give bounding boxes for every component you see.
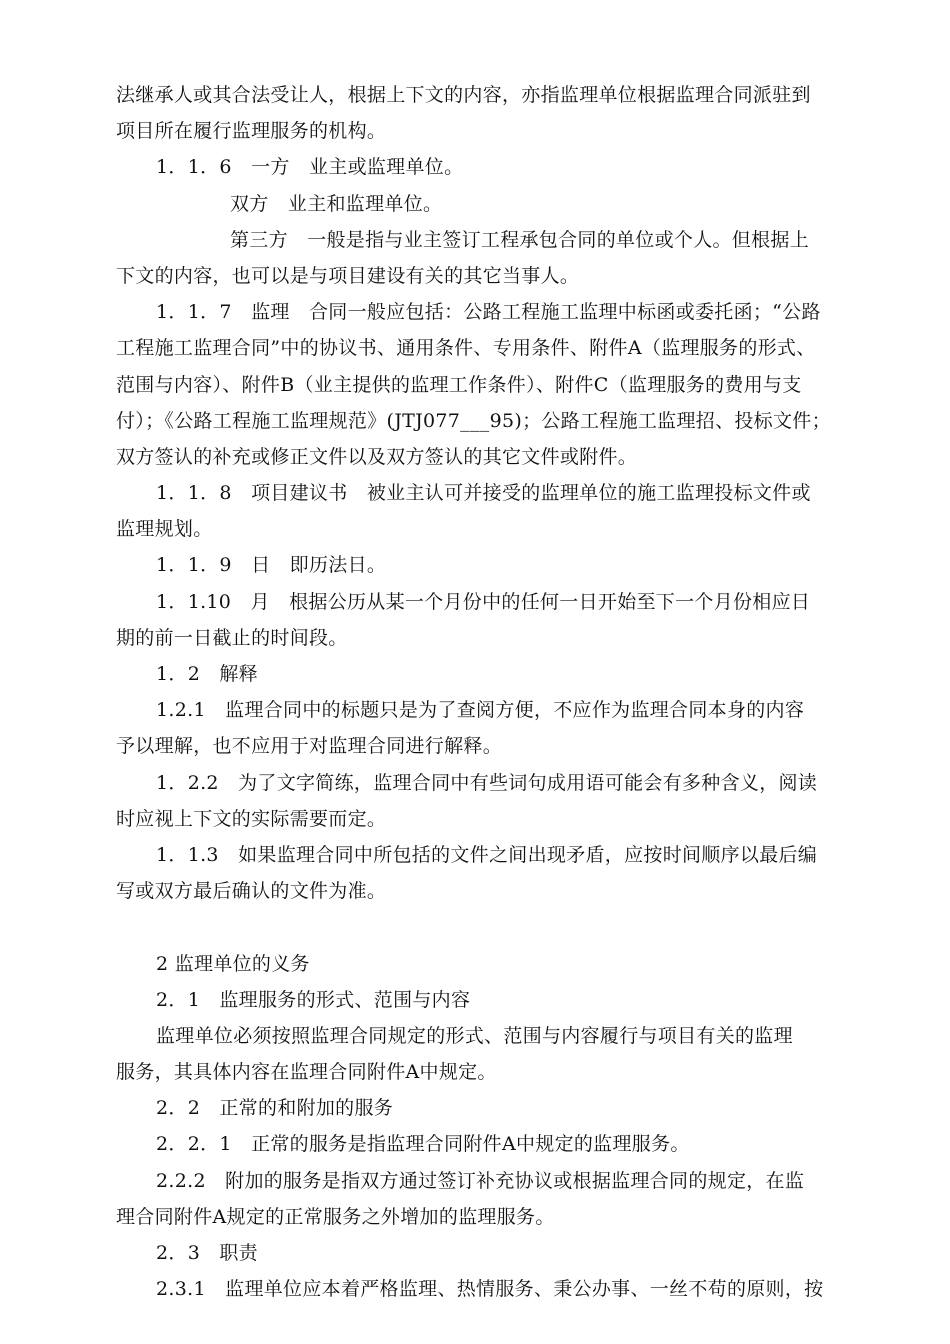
text-line: 双方 业主和监理单位。 <box>230 192 443 215</box>
text-line: 范围与内容）、附件B（业主提供的监理工作条件）、附件C（监理服务的费用与支 <box>116 373 802 396</box>
text-line: 监理单位必须按照监理合同规定的形式、范围与内容履行与项目有关的监理 <box>156 1024 793 1047</box>
text-line: 项目所在履行监理服务的机构。 <box>116 120 387 143</box>
clause-1-2-1: 1.2.1 监理合同中的标题只是为了查阅方便，不应作为监理合同本身的内容 <box>156 699 805 722</box>
clause-1-1-8: 1．1．8 项目建议书 被业主认可并接受的监理单位的施工监理投标文件或 <box>156 482 811 505</box>
section-heading-1-2: 1．2 解释 <box>156 663 258 685</box>
blank-line <box>116 909 852 945</box>
clause-1-1-10: 1．1.10 月 根据公历从某一个月份中的任何一日开始至下一个月份相应日 <box>156 590 811 613</box>
text-line: 服务，其具体内容在监理合同附件A中规定。 <box>116 1061 497 1084</box>
text-line: 期的前一日截止的时间段。 <box>116 626 348 649</box>
chapter-heading-2: 2 监理单位的义务 <box>156 952 310 975</box>
clause-1-1-6: 1．1．6 一方 业主或监理单位。 <box>156 156 464 179</box>
section-heading-2-2: 2．2 正常的和附加的服务 <box>156 1097 394 1120</box>
clause-2-2-1: 2．2．1 正常的服务是指监理合同附件A中规定的监理服务。 <box>156 1133 690 1156</box>
clause-2-2-2: 2.2.2 附加的服务是指双方通过签订补充协议或根据监理合同的规定，在监 <box>156 1169 805 1192</box>
document-page <box>116 77 852 1307</box>
text-line: 双方签认的补充或修正文件以及双方签认的其它文件或附件。 <box>116 445 638 468</box>
text-line: 理合同附件A规定的正常服务之外增加的监理服务。 <box>116 1205 555 1228</box>
section-heading-2-1: 2．1 监理服务的形式、范围与内容 <box>156 988 471 1011</box>
clause-1-2-2: 1．2.2 为了文字简练，监理合同中有些词句成用语可能会有多种含义，阅读 <box>156 771 818 794</box>
text-line: 予以理解，也不应用于对监理合同进行解释。 <box>116 735 503 758</box>
text-line: 时应视上下文的实际需要而定。 <box>116 807 387 830</box>
text-line: 监理规划。 <box>116 518 213 541</box>
text-line: 写或双方最后确认的文件为准。 <box>116 880 387 903</box>
section-heading-2-3: 2．3 职责 <box>156 1242 258 1264</box>
text-line: 工程施工监理合同”中的协议书、通用条件、专用条件、附件A（监理服务的形式、 <box>116 337 816 360</box>
text-line: 下文的内容，也可以是与项目建设有关的其它当事人。 <box>116 264 580 287</box>
text-line: 法继承人或其合法受让人，根据上下文的内容，亦指监理单位根据监理合同派驻到 <box>116 84 811 106</box>
clause-1-1-9: 1．1．9 日 即历法日。 <box>156 554 387 577</box>
clause-1-1-3: 1．1.3 如果监理合同中所包括的文件之间出现矛盾，应按时间顺序以最后编 <box>156 843 818 866</box>
text-line: 第三方 一般是指与业主签订工程承包合同的单位或个人。但根据上 <box>230 228 810 251</box>
clause-2-3-1: 2.3.1 监理单位应本着严格监理、热情服务、秉公办事、一丝不苟的原则，按 <box>156 1278 824 1301</box>
text-line: 付）；《公路工程施工监理规范》(JTJ077___95)；公路工程施工监理招、投标文件； <box>116 409 831 432</box>
clause-1-1-7: 1．1．7 监理 合同一般应包括：公路工程施工监理中标函或委托函；“公路 <box>156 301 821 324</box>
